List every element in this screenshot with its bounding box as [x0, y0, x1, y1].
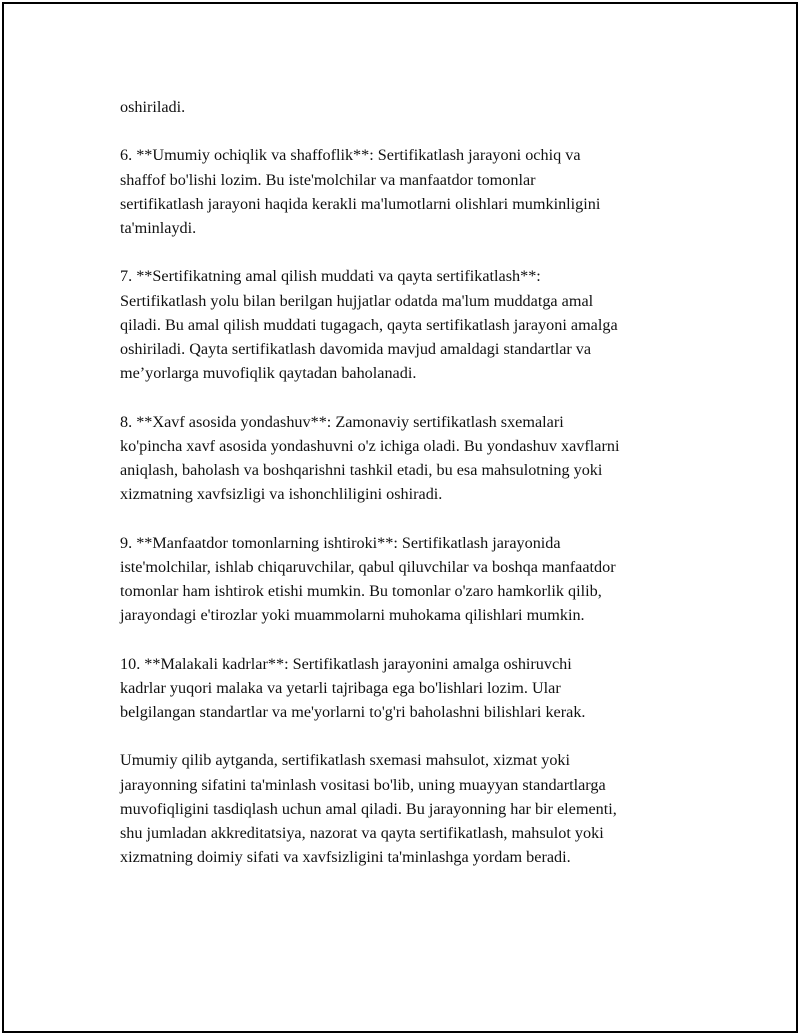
paragraph-item-10	[120, 652, 710, 725]
text-line: 10. **Malakali kadrlar**: Sertifikatlash jarayonini amalga oshiruvchi	[120, 654, 572, 673]
text-line: kadrlar yuqori malaka va yetarli tajribaga ega bo'lishlari lozim. Ular	[120, 678, 561, 697]
text-line: iste'molchilar, ishlab chiqaruvchilar, qabul qiluvchilar va boshqa manfaatdor	[120, 557, 616, 576]
text-line: Sertifikatlash yolu bilan berilgan hujjatlar odatda ma'lum muddatga amal	[120, 291, 594, 310]
text-line: aniqlash, baholash va boshqarishni tashkil etadi, bu esa mahsulotning yoki	[120, 461, 603, 479]
text-line: belgilangan standartlar va me'yorlarni to'g'ri baholashni bilishlari kerak.	[120, 703, 586, 721]
paragraph-continuation	[120, 95, 710, 119]
text-line: xizmatning xavfsizligi va ishonchliligini oshiradi.	[120, 485, 443, 504]
text-line: 7. **Sertifikatning amal qilish muddati va qayta sertifikatlash**:	[120, 267, 541, 286]
paragraph-item-8	[120, 410, 710, 507]
text-line: muvofiqligini tasdiqlash uchun amal qiladi. Bu jarayonning har bir elementi,	[120, 799, 617, 818]
text-line: oshiriladi. Qayta sertifikatlash davomida mavjud amaldagi standartlar va	[120, 340, 592, 358]
document-body	[120, 95, 710, 894]
document-page	[2, 2, 798, 1033]
text-line: ko'pincha xavf asosida yondashuvni o'z ichiga oladi. Bu yondashuv xavflarni	[120, 436, 620, 455]
paragraph-item-6	[120, 143, 710, 240]
text-line: ta'minlaydi.	[120, 219, 197, 237]
text-line: 9. **Manfaatdor tomonlarning ishtiroki**: Sertifikatlash jarayonida	[120, 533, 561, 552]
text-line: tomonlar ham ishtirok etishi mumkin. Bu tomonlar o'zaro hamkorlik qilib,	[120, 582, 602, 600]
text-line: Umumiy qilib aytganda, sertifikatlash sxemasi mahsulot, xizmat yoki	[120, 751, 571, 770]
text-line: xizmatning doimiy sifati va xavfsizligini ta'minlashga yordam beradi.	[120, 848, 571, 867]
text-line: shaffof bo'lishi lozim. Bu iste'molchilar va manfaatdor tomonlar	[120, 170, 536, 189]
text-line: oshiriladi.	[120, 98, 186, 116]
text-line: shu jumladan akkreditatsiya, nazorat va qayta sertifikatlash, mahsulot yoki	[120, 824, 604, 842]
text-line: jarayonning sifatini ta'minlash vositasi bo'lib, uning muayyan standartlarga	[120, 775, 606, 794]
text-line: sertifikatlash jarayoni haqida kerakli ma'lumotlarni olishlari mumkinligini	[120, 194, 601, 213]
text-line: 6. **Umumiy ochiqlik va shaffoflik**: Sertifikatlash jarayoni ochiq va	[120, 146, 581, 165]
text-line: qiladi. Bu amal qilish muddati tugagach, qayta sertifikatlash jarayoni amalga	[120, 315, 618, 334]
text-line: me’yorlarga muvofiqlik qaytadan baholanadi.	[120, 364, 417, 383]
paragraph-item-9	[120, 531, 710, 628]
paragraph-item-7	[120, 264, 710, 385]
paragraph-conclusion	[120, 748, 710, 869]
text-line: 8. **Xavf asosida yondashuv**: Zamonaviy sertifikatlash sxemalari	[120, 412, 564, 431]
text-line: jarayondagi e'tirozlar yoki muammolarni muhokama qilishlari mumkin.	[120, 606, 585, 625]
